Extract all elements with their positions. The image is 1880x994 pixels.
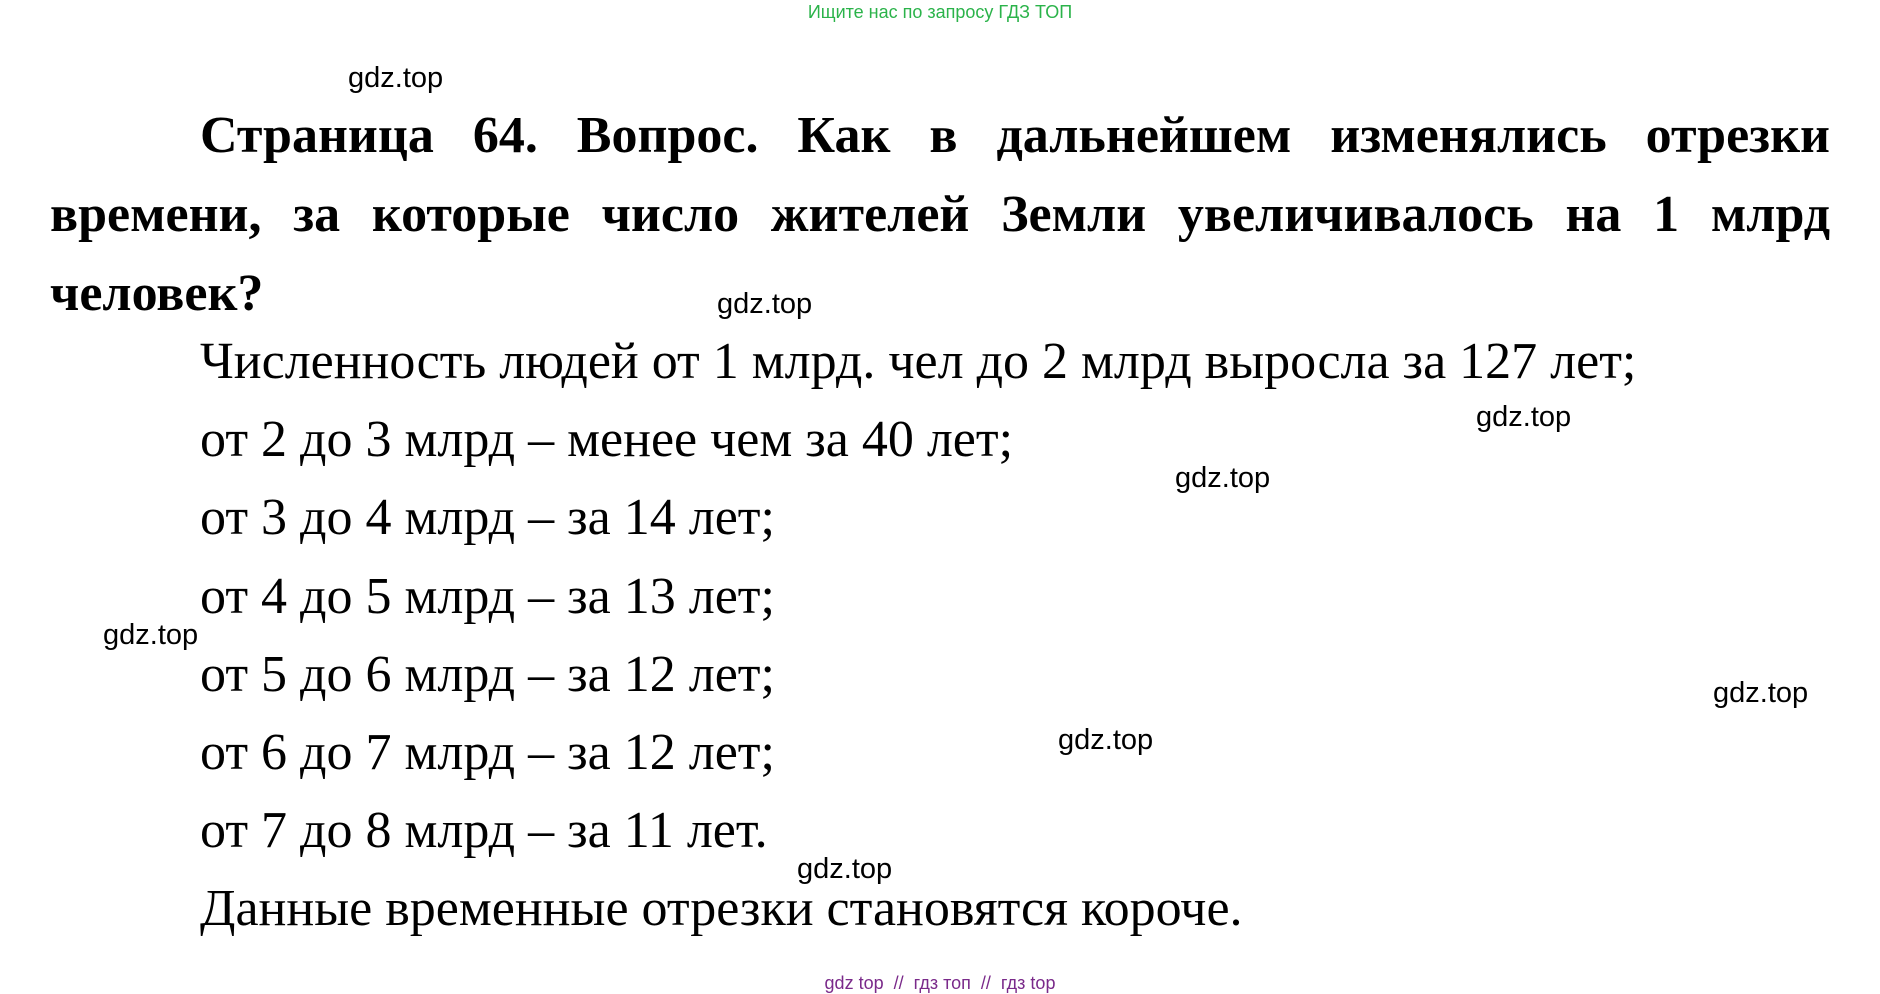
answer-line-3: от 3 до 4 млрд – за 14 лет; — [200, 489, 775, 546]
question-heading: Страница 64. Вопрос. Как в дальнейшем изменялись отрезки времени, за которые число жителей Земли увеличивалось на 1 млрд человек? — [50, 107, 1830, 322]
search-banner[interactable]: Ищите нас по запросу ГДЗ ТОП — [807, 2, 1073, 22]
footer-links[interactable]: gdz top // гдз топ // гдз top — [824, 973, 1056, 993]
watermark: gdz.top — [1058, 724, 1154, 756]
watermark: gdz.top — [797, 853, 893, 885]
watermark: gdz.top — [1175, 462, 1271, 494]
conclusion-line: Данные временные отрезки становятся короче. — [200, 880, 1243, 937]
answer-line-5: от 5 до 6 млрд – за 12 лет; — [200, 646, 775, 703]
answer-line-7: от 7 до 8 млрд – за 11 лет. — [200, 802, 768, 859]
answer-line-6: от 6 до 7 млрд – за 12 лет; — [200, 724, 775, 781]
watermark: gdz.top — [348, 62, 444, 94]
answer-line-2: от 2 до 3 млрд – менее чем за 40 лет; — [200, 411, 1014, 468]
answer-line-4: от 4 до 5 млрд – за 13 лет; — [200, 568, 775, 625]
watermark: gdz.top — [1713, 677, 1809, 709]
watermark: gdz.top — [103, 619, 199, 651]
watermark: gdz.top — [1476, 401, 1572, 433]
answer-line-1: Численность людей от 1 млрд. чел до 2 млрд выросла за 127 лет; — [200, 333, 1637, 390]
watermark: gdz.top — [717, 288, 813, 320]
